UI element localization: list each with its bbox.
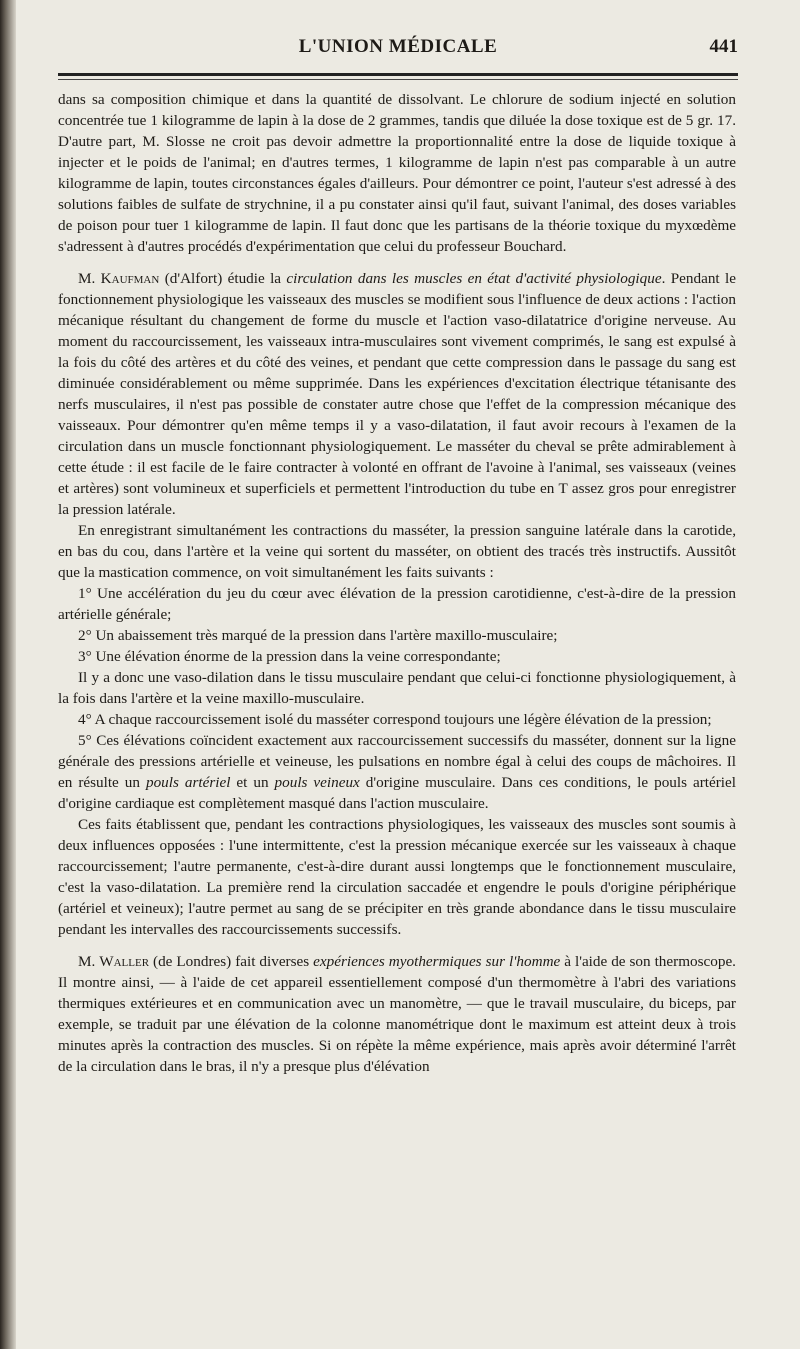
list-item-1 [58,583,736,625]
text-run: (d'Alfort) étudie la [159,270,287,287]
journal-title: L'UNION MÉDICALE [298,36,498,57]
italic-phrase: circulation dans les muscles en état d'activité physiologique [286,270,662,287]
paragraph-waller [58,951,736,1077]
list-item-3 [58,646,736,667]
text-run: 5° Ces élévations coïncident exactement aux raccourcissement successifs du masséter, donnent sur la ligne générale des pressions artérielle et veineuse, les pulsations en nombre égal à celui des coups de mâchoires. Il en résulte un [58,732,736,791]
article-body [58,89,736,1077]
text-run: d'origine musculaire. Dans ces conditions, le pouls artériel d'origine cardiaque est complètement masqué dans l'action musculaire. [58,774,736,812]
paragraph-conclusion [58,814,736,940]
italic-phrase: expériences myothermiques sur l'homme [313,953,561,970]
running-header [58,32,738,66]
header-rule-thin [58,79,738,80]
paragraph-3 [58,520,736,583]
text-run: à l'aide de son thermoscope. Il montre ainsi, — à l'aide de cet appareil essentiellement composé d'un thermomètre à l'abri des variations thermiques extérieures et en communication avec un manomètre, — que le travail musculaire, du biceps, par exemple, se traduit par une élévation de la colonne manométrique dont le maximum est atteint deux à trois minutes après la contraction des muscles. Si on répète la même expérience, mais après avoir déterminé l'arrêt de la circulation dans le bras, il n'y a presque plus d'élévation [58,953,736,1075]
page-number: 441 [709,36,738,57]
author-name: Waller [99,953,150,970]
text-run: M. [78,270,101,287]
italic-phrase: pouls artériel [145,774,231,791]
text-run: Ces faits établissent que, pendant les contractions physiologiques, les vaisseaux des muscles sont soumis à deux influences opposées : l'une intermittente, c'est la pression mécanique exercée sur les vaisseaux à chaque raccourcissement; l'autre permanente, c'est-à-dire durant aussi longtemps que le fonctionnement musculaire, c'est la vaso-dilatation. La première rend la circulation saccadée et engendre le pouls d'origine périphérique (artériel et veineux); l'autre permet au sang de se précipiter en très grande abondance dans le tissu musculaire pendant les intervalles des raccourcissements successifs. [58,816,736,938]
text-run: . Pendant le fonctionnement physiologique les vaisseaux des muscles se modifient sous l'influence de deux actions : l'action mécanique résultant du changement de forme du muscle et l'action vaso-dilatatrice d'origine nerveuse. Au moment du raccourcissement, les vaisseaux intra-musculaires sont vivement comprimés, le sang est expulsé à la fois du côté des artères et du côté des veines, et pendant que cette compression dans le passage du sang est diminuée considérablement ou même supprimée. Dans les expériences d'excitation électrique tétanisante des nerfs musculaires, il n'est pas possible de constater autre chose que l'effet de la compression mécanique des vaisseaux. Pour démontrer qu'en même temps il y a vaso-dilatation, il faut avoir recours à l'examen de la circulation dans un muscle fonctionnant physiologiquement. Le masséter du cheval se prête admirablement à cette étude : il est facile de le faire contracter à volonté en offrant de l'avoine à l'animal, ses vaisseaux (veines et artères) sont volumineux et superficiels et permettent l'introduction du tube en T assez gros pour enregistrer la pression latérale. [58,270,736,518]
header-rule-thick [58,73,738,76]
text-run: Il y a donc une vaso-dilation dans le tissu musculaire pendant que celui-ci fonctionne physiologiquement, à la fois dans l'artère et la veine maxillo-musculaire. [58,669,736,707]
paragraph-vaso-dilation [58,667,736,709]
list-item-2 [58,625,736,646]
list-item-4 [58,709,736,730]
text-run: dans sa composition chimique et dans la quantité de dissolvant. Le chlorure de sodium injecté en solution concentrée tue 1 kilogramme de lapin à la dose de 2 grammes, tandis que diluée la dose toxique est de 5 gr. 17. D'autre part, M. Slosse ne croit pas devoir admettre la proportionnalité entre la dose de liquide toxique à injecter et le poids de l'animal; en d'autres termes, 1 kilogramme de lapin n'est pas comparable à un autre kilogramme de lapin, toutes circonstances égales d'ailleurs. Pour démontrer ce point, l'auteur s'est adressé à des solutions faibles de sulfate de strychnine, il a pu constater ainsi qu'il faut, suivant l'animal, des doses variables de poison pour tuer 1 kilogramme de lapin. Il faut donc que les partisans de la théorie toxique du myxœdème s'adressent à d'autres procédés d'expérimentation que celui du professeur Bouchard. [58,91,736,255]
text-run: En enregistrant simultanément les contractions du masséter, la pression sanguine latérale dans la carotide, en bas du cou, dans l'artère et la veine qui sortent du masséter, on obtient des tracés très instructifs. Aussitôt que la mastication commence, on voit simultanément les faits suivants : [58,522,736,581]
text-run: 1° Une accélération du jeu du cœur avec élévation de la pression carotidienne, c'est-à-dire de la pression artérielle générale; [58,585,736,623]
paragraph-kaufman [58,268,736,520]
paragraph-1 [58,89,736,257]
binding-shadow [0,0,16,1349]
list-item-5 [58,730,736,814]
text-run: 2° Un abaissement très marqué de la pression dans l'artère maxillo-musculaire; [78,627,558,644]
text-run: 4° A chaque raccourcissement isolé du masséter correspond toujours une légère élévation de la pression; [78,711,712,728]
text-run: (de Londres) fait diverses [149,953,314,970]
author-name: Kaufman [100,270,160,287]
italic-phrase: pouls veineux [274,774,360,791]
text-run: 3° Une élévation énorme de la pression dans la veine correspondante; [78,648,501,665]
text-run: M. [78,953,100,970]
text-run: et un [230,774,275,791]
